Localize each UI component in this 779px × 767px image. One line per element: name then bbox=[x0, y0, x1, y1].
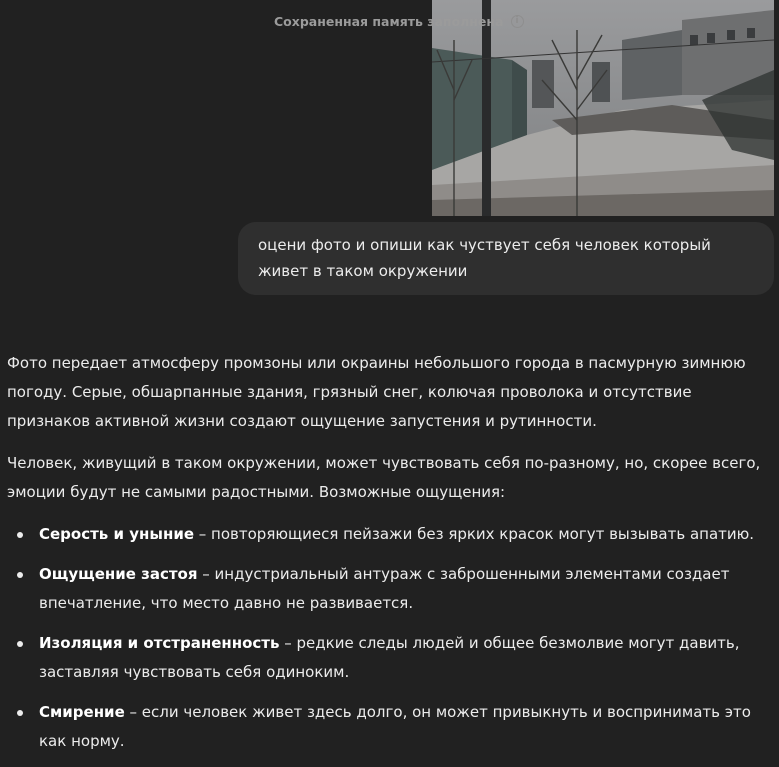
bullet-text: – индустриальный антураж с заброшенными элементами создает впечатление, что место давно не развивается. bbox=[39, 565, 730, 612]
info-icon[interactable]: i bbox=[511, 15, 524, 28]
bullet-title: Ощущение застоя bbox=[39, 565, 198, 583]
bullet-text: – повторяющиеся пейзажи без ярких красок могут вызывать апатию. bbox=[194, 525, 755, 543]
bullet-dot bbox=[17, 532, 23, 538]
list-item bbox=[7, 520, 772, 549]
bullet-title: Изоляция и отстраненность bbox=[39, 634, 280, 652]
response-paragraph: Человек, живущий в таком окружении, может чувствовать себя по-разному, но, скорее всего, эмоции будут не самыми радостными. Возможные ощущения: bbox=[7, 454, 761, 501]
assistant-response bbox=[7, 349, 772, 767]
response-bullet-list bbox=[7, 520, 772, 756]
user-message-bubble bbox=[238, 222, 774, 295]
bullet-dot bbox=[17, 641, 23, 647]
list-item bbox=[7, 560, 772, 618]
bullet-text: – если человек живет здесь долго, он может привыкнуть и воспринимать это как норму. bbox=[39, 703, 751, 750]
user-message-text: оцени фото и опиши как чуствует себя человек который живет в таком окружении bbox=[258, 236, 711, 280]
bullet-dot bbox=[17, 710, 23, 716]
attached-photo[interactable] bbox=[432, 0, 774, 216]
bullet-text: – редкие следы людей и общее безмолвие могут давить, заставляя чувствовать себя одиноким. bbox=[39, 634, 740, 681]
list-item bbox=[7, 698, 772, 756]
bullet-title: Серость и уныние bbox=[39, 525, 195, 543]
list-item bbox=[7, 629, 772, 687]
memory-full-banner bbox=[274, 14, 524, 29]
response-paragraph: Фото передает атмосферу промзоны или окраины небольшого города в пасмурную зимнюю погоду. Серые, обшарпанные здания, грязный снег, колючая проволока и отсутствие признаков активной жизни создают ощущение запустения и рутинности. bbox=[7, 354, 746, 430]
bullet-dot bbox=[17, 572, 23, 578]
photo-scene bbox=[432, 0, 774, 216]
memory-banner-text: Сохраненная память заполнена bbox=[274, 14, 504, 29]
bullet-title: Смирение bbox=[39, 703, 125, 721]
